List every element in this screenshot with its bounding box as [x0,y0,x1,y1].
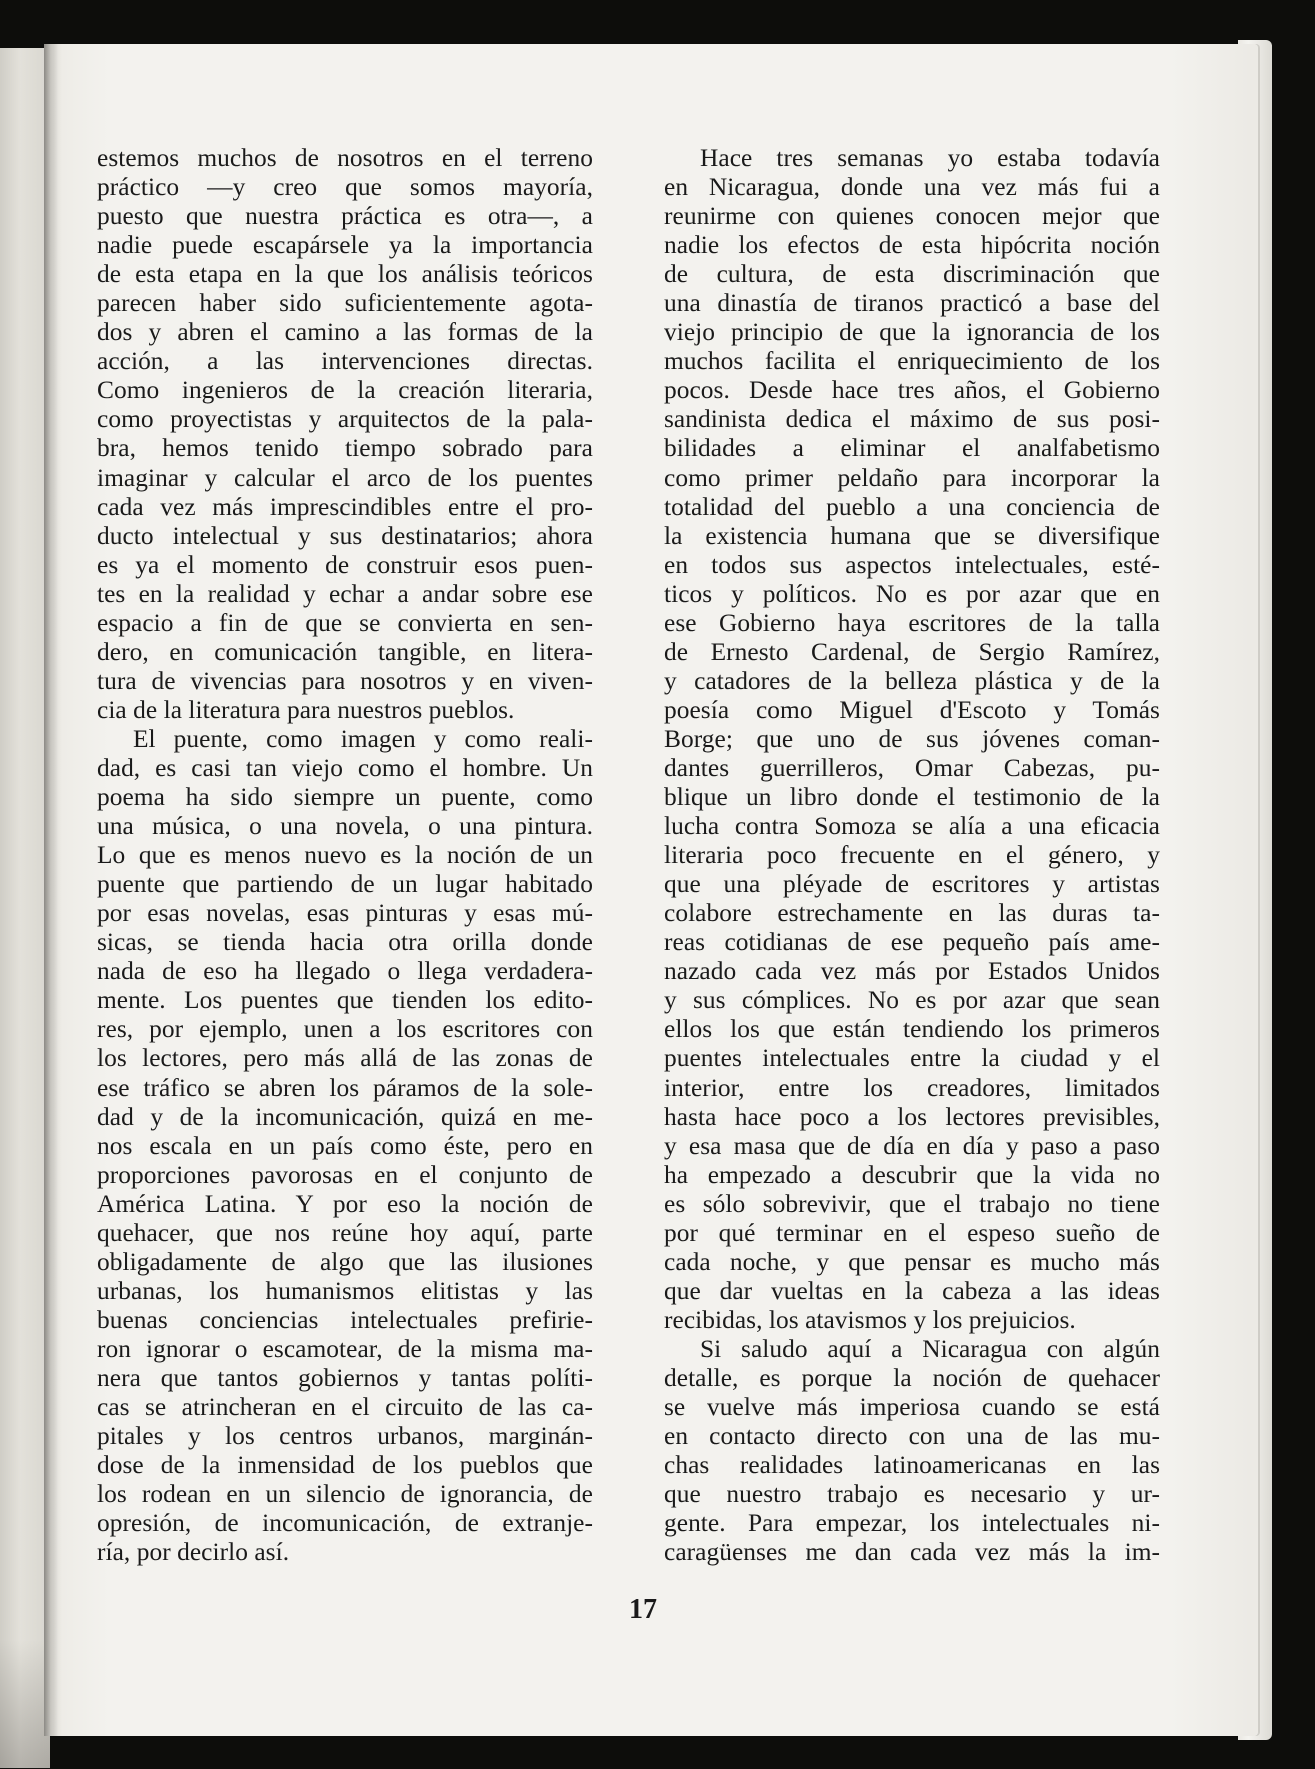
text-line: de cultura, de esta discriminación que [664,260,1160,289]
text-line: dero, en comunicación tangible, en litera- [97,637,593,666]
text-line: totalidad del pueblo a una conciencia de [664,492,1160,521]
text-line: ellos los que están tendiendo los primeros [664,1015,1160,1044]
text-line: mente. Los puentes que tienden los edito- [97,986,593,1015]
text-line: pocos. Desde hace tres años, el Gobierno [664,376,1160,405]
text-line: bra, hemos tenido tiempo sobrado para [97,434,593,463]
page-number: 17 [629,1594,657,1625]
text-line: se vuelve más imperiosa cuando se está [664,1393,1160,1422]
text-line: Lo que es menos nuevo es la noción de un [97,841,593,870]
text-line: que nuestro trabajo es necesario y ur- [664,1480,1160,1509]
text-line: muchos facilita el enriquecimiento de los [664,347,1160,376]
text-line: y sus cómplices. No es por azar que sean [664,986,1160,1015]
text-line: reunirme con quienes conocen mejor que [664,202,1160,231]
text-line: ese tráfico se abren los páramos de la sole- [97,1073,593,1102]
text-line: práctico —y creo que somos mayoría, [97,173,593,202]
text-line: urbanas, los humanismos elitistas y las [97,1276,593,1305]
text-line: dad, es casi tan viejo como el hombre. Un [97,753,593,782]
text-line: una dinastía de tiranos practicó a base del [664,289,1160,318]
text-line: gente. Para empezar, los intelectuales ni- [664,1509,1160,1538]
text-line: blique un libro donde el testimonio de la [664,783,1160,812]
text-line: por esas novelas, esas pinturas y esas mú- [97,899,593,928]
text-line: dos y abren el camino a las formas de la [97,318,593,347]
text-line: ese Gobierno haya escritores de la talla [664,608,1160,637]
text-line: nazado cada vez más por Estados Unidos [664,957,1160,986]
text-line: cia de la literatura para nuestros pueblos. [97,695,515,724]
text-line: la existencia humana que se diversifique [664,521,1160,550]
book-gutter [44,44,58,1736]
text-line: ron ignorar o escamotear, de la misma ma- [97,1334,593,1363]
text-line: América Latina. Y por eso la noción de [97,1189,593,1218]
text-line: poesía como Miguel d'Escoto y Tomás [664,695,1160,724]
text-line: en todos sus aspectos intelectuales, esté- [664,550,1160,579]
text-line: ducto intelectual y sus destinatarios; ahora [97,521,593,550]
text-line: Si saludo aquí a Nicaragua con algún [700,1334,1160,1363]
text-line: los lectores, pero más allá de las zonas de [97,1044,593,1073]
text-line: dad y de la incomunicación, quizá en me- [97,1102,593,1131]
text-line: una música, o una novela, o una pintura. [97,812,593,841]
text-line: nada de eso ha llegado o llega verdadera- [97,957,593,986]
previous-page-edge [0,48,50,1768]
text-line: en Nicaragua, donde una vez más fui a [664,173,1160,202]
text-line: bilidades a eliminar el analfabetismo [664,434,1160,463]
text-line: dantes guerrilleros, Omar Cabezas, pu- [664,753,1160,782]
text-line: es sólo sobrevivir, que el trabajo no tiene [664,1189,1160,1218]
text-line: cada noche, y que pensar es mucho más [664,1247,1160,1276]
text-line: puesto que nuestra práctica es otra—, a [97,202,593,231]
text-line: de Ernesto Cardenal, de Sergio Ramírez, [664,637,1160,666]
text-line: tura de vivencias para nosotros y en viven- [97,666,593,695]
text-line: viejo principio de que la ignorancia de los [664,318,1160,347]
right-text-column [664,144,1160,1567]
text-line: El puente, como imagen y como reali- [133,724,593,753]
text-line: nadie los efectos de esta hipócrita noción [664,231,1160,260]
text-line: interior, entre los creadores, limitados [664,1073,1160,1102]
text-line: de esta etapa en la que los análisis teóricos [97,260,593,289]
text-line: dose de la inmensidad de los pueblos que [97,1451,593,1480]
text-line: pitales y los centros urbanos, marginán- [97,1422,593,1451]
text-line: nos escala en un país como éste, pero en [97,1131,593,1160]
text-line: estemos muchos de nosotros en el terreno [97,144,593,172]
text-line: acción, a las intervenciones directas. [97,347,593,376]
text-line: nadie puede escapársele ya la importancia [97,231,593,260]
text-line: imaginar y calcular el arco de los puentes [97,463,593,492]
text-line: Hace tres semanas yo estaba todavía [700,144,1160,172]
text-line: y esa masa que de día en día y paso a paso [664,1131,1160,1160]
text-line: poema ha sido siempre un puente, como [97,783,593,812]
text-line: como proyectistas y arquitectos de la pala- [97,405,593,434]
text-line: caragüenses me dan cada vez más la im- [664,1538,1160,1567]
text-line: tes en la realidad y echar a andar sobre ese [97,579,593,608]
text-line: como primer peldaño para incorporar la [664,463,1160,492]
text-line: res, por ejemplo, unen a los escritores con [97,1015,593,1044]
text-line: que dar vueltas en la cabeza a las ideas [664,1276,1160,1305]
text-line: Borge; que uno de sus jóvenes coman- [664,724,1160,753]
text-line: en contacto directo con una de las mu- [664,1422,1160,1451]
text-line: Como ingenieros de la creación literaria, [97,376,593,405]
left-text-column [97,144,593,1567]
text-line: nera que tantos gobiernos y tantas políti- [97,1363,593,1392]
text-line: por qué terminar en el espeso sueño de [664,1218,1160,1247]
previous-page-shadow [0,1640,50,1769]
text-line: chas realidades latinoamericanas en las [664,1451,1160,1480]
text-line: buenas conciencias intelectuales prefirie- [97,1305,593,1334]
text-line: que una pléyade de escritores y artistas [664,870,1160,899]
text-line: ha empezado a descubrir que la vida no [664,1160,1160,1189]
text-line: cada vez más imprescindibles entre el pro- [97,492,593,521]
text-line: los rodean en un silencio de ignorancia, de [97,1480,593,1509]
text-line: parecen haber sido suficientemente agota- [97,289,593,318]
text-line: recibidas, los atavismos y los prejuicios. [664,1305,1076,1334]
text-line: cas se atrincheran en el circuito de las ca- [97,1393,593,1422]
text-line: detalle, es porque la noción de quehacer [664,1363,1160,1392]
text-line: opresión, de incomunicación, de extranje- [97,1509,593,1538]
text-line: sandinista dedica el máximo de sus posi- [664,405,1160,434]
text-line: puentes intelectuales entre la ciudad y el [664,1044,1160,1073]
text-line: puente que partiendo de un lugar habitado [97,870,593,899]
text-line: ría, por decirlo así. [97,1538,290,1567]
text-line: quehacer, que nos reúne hoy aquí, parte [97,1218,593,1247]
text-line: y catadores de la belleza plástica y de la [664,666,1160,695]
text-line: obligadamente de algo que las ilusiones [97,1247,593,1276]
text-line: lucha contra Somoza se alía a una eficacia [664,812,1160,841]
text-line: sicas, se tienda hacia otra orilla donde [97,928,593,957]
text-line: es ya el momento de construir esos puen- [97,550,593,579]
text-line: proporciones pavorosas en el conjunto de [97,1160,593,1189]
text-line: hasta hace poco a los lectores previsibles, [664,1102,1160,1131]
text-line: espacio a fin de que se convierta en sen- [97,608,593,637]
text-line: colabore estrechamente en las duras ta- [664,899,1160,928]
text-line: ticos y políticos. No es por azar que en [664,579,1160,608]
text-line: literaria poco frecuente en el género, y [664,841,1160,870]
text-line: reas cotidianas de ese pequeño país ame- [664,928,1160,957]
